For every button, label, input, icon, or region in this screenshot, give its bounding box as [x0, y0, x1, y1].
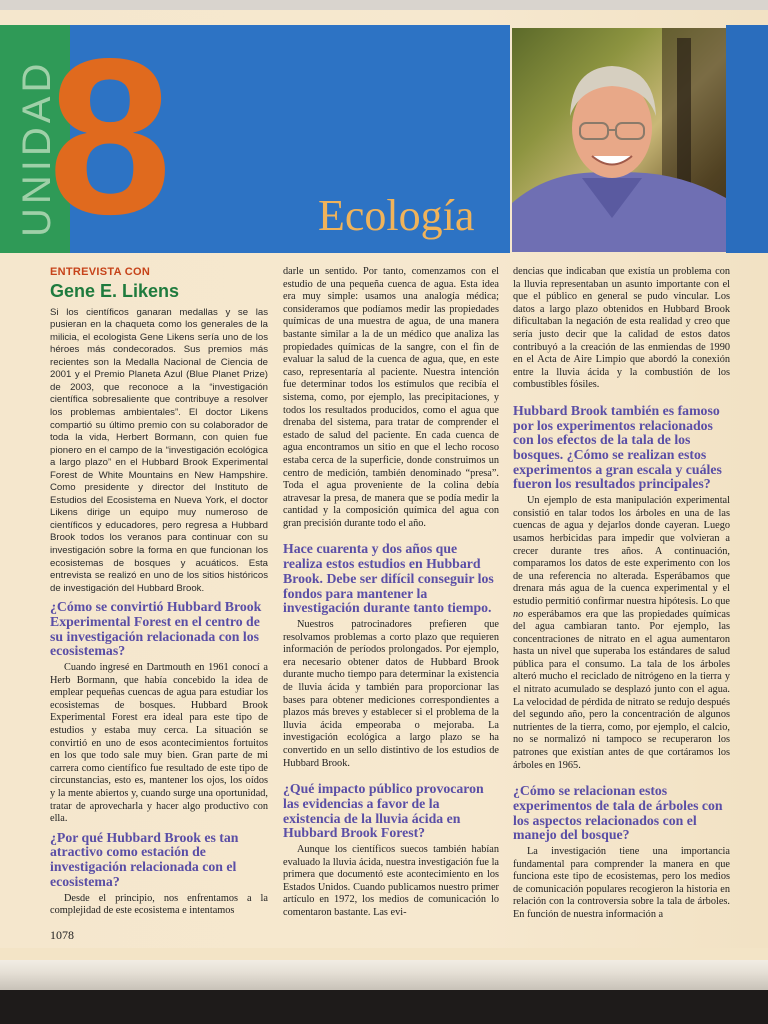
emphasis-text: no: [513, 608, 524, 620]
unit-title: Ecología: [318, 191, 475, 240]
answer-paragraph: Desde el principio, nos enfrentamos a la complejidad de este ecosistema e intentamos: [50, 892, 268, 917]
answer-paragraph: [513, 495, 730, 772]
answer-text: esperábamos era que las propiedades químicas del agua cambiaran tanto. Por ejemplo, las concentraciones de nitrato en el agua aumentaron hasta un nivel que superaba los estándares de salud pública para el consumo. La tala de los árboles alteró mucho el reciclado de nitrógeno en la tierra y el nitrato acumulado se desplazó junto con el agua. La velocidad de pérdida de nitrato se redujo después del segundo año, pero la concentración de algunos nutrientes de la tierra, como, por ejemplo, el calcio, no se normalizó ni tampoco se recuperaron los patrones que existían antes de que cortáramos los árboles en 1965.: [513, 608, 730, 771]
question-heading: Hubbard Brook también es famoso por los experimentos relacionados con los efectos de la tala de los bosques. ¿Cómo se realizan estos experimentos a gran escala y cuáles fueron los resultados principales?: [513, 402, 722, 492]
answer-paragraph: darle un sentido. Por tanto, comenzamos con el estudio de una pequeña cuenca de agua. Esta idea era muy simple: usamos una analogía médica; consideramos que podíamos medir las propiedades químicas de una muestra de agua, de una manera bastante similar a la de un médico que analiza las propiedades químicas de la sangre, con el fin de evaluar la salud de la cuenca de agua, que, en este caso, representaría al paciente. Nuestra intención fue determinar todos los estímulos que recibía el sistema, como, por ejemplo, las precipitaciones, y todos los resultados producidos, como el agua que drenaba del sistema, para tratar de comprender el estado de salud del paciente. En cada cuenca de agua encontramos un sitio en que el lecho rocoso estaba cerca de la superficie, donde construimos un centro de medición, también denominado “presa”. Toda el agua proveniente de la colina debía atravesar la presa, de manera que se podía medir la cantidad y la composición química del agua con gran precisión durante todo el año.: [283, 266, 499, 529]
unit-number: 8: [48, 13, 172, 261]
answer-paragraph: Aunque los científicos suecos también habían evaluado la lluvia ácida, nuestra investigación fue la primera que documentó este acontecimiento en los Estados Unidos. Cuando publicamos nuestro primer artículo en 1972, los medios de comunicación lo comentaron bastante. Las evi-: [283, 843, 499, 918]
question-heading: ¿Por qué Hubbard Brook es tan atractivo como estación de investigación relacionada con el ecosistema?: [50, 829, 239, 889]
header-band-blue-right: [726, 25, 768, 253]
intro-paragraph: Si los científicos ganaran medallas y se las pusieran en la chaqueta como los generales de la milicia, el ecologista Gene Likens sería uno de los héroes más condecorados. Sus premios más recientes son la Medalla Nacional de Ciencia de 2001 y el Premio Planeta Azul (Blue Planet Prize) de 2003, que reconoce a la “investigación científica sobresaliente que contribuye a resolver los problemas ambientales”. El doctor Likens compartió su último premio con su colaborador de toda la vida, Herbert Bormann, con quien fue pionero en el campo de la “investigación ecológica a largo plazo” en el Hubbard Brook Experimental Forest de White Mountains en New Hampshire. Como presidente y director del Instituto de Estudios del Ecosistema en Nueva York, el doctor Likens dirige un equipo muy numeroso de científicos y educadores, pero regresa a Hubbard Brook todos los veranos para continuar con su investigación sobre la forma en que funcionan los ecosistemas de bosques y acuáticos. Esta entrevista se realizó en uno de los sitios históricos de investigación del Hubbard Brook.: [50, 306, 268, 594]
scan-margin-bottom: [0, 990, 768, 1024]
answer-paragraph: Cuando ingresé en Dartmouth en 1961 conocí a Herb Bormann, que había concebido la idea de emplear pequeñas cuencas de agua para estudiar los ecosistemas de bosques. Hubbard Brook Experimental Forest era ideal para este tipo de estudios y estaba muy cerca. La situación se convirtió en uno de esos acontecimientos fortuitos en los que todo sale muy bien. Gran parte de mi carrera como científico fue resultado de este tipo de circunstancias, esto es, mantener los ojos, los oídos y la mente abiertos y, cuando surge una oportunidad, tratar de aprovecharla y hacer algo productivo con ella.: [50, 661, 268, 825]
answer-paragraph: dencias que indicaban que existía un problema con la lluvia representaban un asunto importante con el que el público en general se pudo vincular. Los datos a largo plazo obtenidos en Hubbard Brook dificultaban la negación de esta realidad y creo que sería justo decir que la calidad de estos datos contribuyó a la creación de las enmiendas de 1990 en el Acta de Aire Limpio que abordó la conexión entre la lluvia ácida y la combustión de los combustibles fósiles.: [513, 266, 730, 391]
textbook-page: [0, 10, 768, 972]
question-heading: ¿Cómo se convirtió Hubbard Brook Experimental Forest en el centro de su investigación relacionada con los ecosistemas?: [50, 599, 262, 659]
page-number: 1078: [50, 928, 74, 942]
answer-paragraph: Nuestros patrocinadores prefieren que resolvamos problemas a corto plazo que requieren información de períodos prolongados. Por ejemplo, era necesario obtener datos de Hubbard Brook durante mucho tiempo para determinar la existencia de lluvia ácida y también para proporcionar las bases para obtener mediciones correspondientes a plazos más breves y establecer si el problema de la lluvia ácida empeoraba o mejoraba. La investigación ecológica a largo plazo se ha convertido en un sello distintivo de los estudios de Hubbard Brook.: [283, 618, 499, 769]
interviewee-name: Gene E. Likens: [50, 280, 180, 301]
column-2: [283, 266, 499, 919]
question-heading: Hace cuarenta y dos años que realiza estos estudios en Hubbard Brook. Debe ser difícil conseguir los fondos para mantener la investigación durante tanto tiempo.: [283, 541, 494, 616]
question-heading: ¿Cómo se relacionan estos experimentos de tala de árboles con los aspectos relacionados con el manejo del bosque?: [513, 783, 723, 843]
question-heading: ¿Qué impacto público provocaron las evidencias a favor de la existencia de la lluvia ácida en Hubbard Brook Forest?: [283, 781, 484, 841]
unit-word: UNIDAD: [15, 59, 59, 237]
answer-paragraph: La investigación tiene una importancia fundamental para comprender la manera en que funciona este tipo de ecosistemas, pero los medios de comunicación populares recogieron la historia en relación con la controversia sobre la tala de árboles. En función de nuestra información a: [513, 846, 730, 920]
interview-kicker: ENTREVISTA CON: [50, 266, 151, 278]
portrait-photo: [512, 28, 726, 252]
column-1: [50, 266, 268, 918]
answer-text: Un ejemplo de esta manipulación experimental consistió en talar todos los árboles en una de las cuencas de agua y dejarlos donde cayeran. Luego usamos herbicidas para impedir que volvieran a crecer durante tres años. A continuación, comparamos los datos de este experimento con los de una referencia no alterada. Esperábamos que drenara más agua de la cuenca experimental y el estudio permitió confirmar nuestra hipótesis. Lo que: [513, 495, 730, 607]
column-3: [513, 266, 730, 922]
portrait-illustration: [512, 28, 726, 252]
page-curl: [0, 960, 768, 990]
